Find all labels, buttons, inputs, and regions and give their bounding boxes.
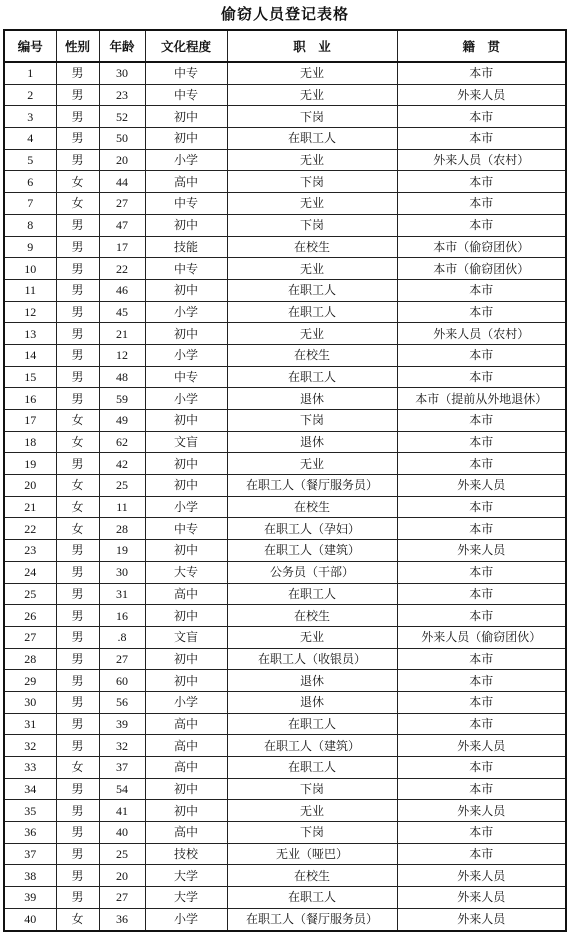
cell-occupation: 无业（哑巴） xyxy=(227,843,397,865)
cell-gender: 男 xyxy=(56,388,99,410)
cell-education: 大学 xyxy=(145,865,227,887)
table-row xyxy=(4,366,566,388)
cell-occupation: 无业 xyxy=(227,453,397,475)
cell-gender: 女 xyxy=(56,171,99,193)
cell-origin: 本市 xyxy=(397,301,566,323)
cell-gender: 男 xyxy=(56,323,99,345)
header-number: 编号 xyxy=(4,30,56,62)
cell-gender: 男 xyxy=(56,800,99,822)
cell-number: 9 xyxy=(4,236,56,258)
cell-education: 小学 xyxy=(145,691,227,713)
cell-age: 60 xyxy=(99,670,145,692)
table-row xyxy=(4,735,566,757)
cell-education: 中专 xyxy=(145,84,227,106)
table-row xyxy=(4,388,566,410)
cell-occupation: 下岗 xyxy=(227,106,397,128)
cell-occupation: 下岗 xyxy=(227,778,397,800)
cell-education: 初中 xyxy=(145,648,227,670)
cell-origin: 本市 xyxy=(397,453,566,475)
cell-occupation: 在校生 xyxy=(227,236,397,258)
cell-education: 小学 xyxy=(145,344,227,366)
header-gender: 性别 xyxy=(56,30,99,62)
table-row xyxy=(4,778,566,800)
cell-number: 20 xyxy=(4,475,56,497)
cell-occupation: 退休 xyxy=(227,670,397,692)
cell-number: 37 xyxy=(4,843,56,865)
cell-gender: 男 xyxy=(56,626,99,648)
cell-origin: 本市 xyxy=(397,713,566,735)
cell-origin: 本市（偷窃团伙） xyxy=(397,236,566,258)
cell-origin: 本市 xyxy=(397,62,566,84)
cell-occupation: 下岗 xyxy=(227,822,397,844)
table-row xyxy=(4,648,566,670)
table-row xyxy=(4,757,566,779)
cell-age: 22 xyxy=(99,258,145,280)
registration-table xyxy=(3,29,567,932)
cell-education: 高中 xyxy=(145,822,227,844)
table-row xyxy=(4,496,566,518)
cell-number: 28 xyxy=(4,648,56,670)
cell-origin: 本市 xyxy=(397,128,566,150)
table-row xyxy=(4,583,566,605)
cell-gender: 男 xyxy=(56,865,99,887)
cell-age: 25 xyxy=(99,843,145,865)
cell-age: 46 xyxy=(99,279,145,301)
cell-education: 高中 xyxy=(145,757,227,779)
table-row xyxy=(4,887,566,909)
cell-origin: 本市 xyxy=(397,279,566,301)
cell-number: 5 xyxy=(4,149,56,171)
cell-occupation: 无业 xyxy=(227,800,397,822)
cell-origin: 本市 xyxy=(397,410,566,432)
table-row xyxy=(4,171,566,193)
cell-number: 24 xyxy=(4,561,56,583)
cell-occupation: 无业 xyxy=(227,258,397,280)
cell-number: 15 xyxy=(4,366,56,388)
table-row xyxy=(4,301,566,323)
header-origin: 籍 贯 xyxy=(397,30,566,62)
cell-education: 文盲 xyxy=(145,431,227,453)
cell-age: 21 xyxy=(99,323,145,345)
cell-education: 初中 xyxy=(145,778,227,800)
cell-gender: 男 xyxy=(56,561,99,583)
cell-origin: 本市（偷窃团伙） xyxy=(397,258,566,280)
cell-occupation: 在职工人（建筑） xyxy=(227,540,397,562)
cell-age: 23 xyxy=(99,84,145,106)
cell-gender: 女 xyxy=(56,193,99,215)
cell-age: 37 xyxy=(99,757,145,779)
cell-age: 28 xyxy=(99,518,145,540)
cell-origin: 本市 xyxy=(397,670,566,692)
cell-number: 7 xyxy=(4,193,56,215)
cell-occupation: 在职工人（建筑） xyxy=(227,735,397,757)
cell-origin: 本市 xyxy=(397,605,566,627)
cell-age: 45 xyxy=(99,301,145,323)
cell-number: 6 xyxy=(4,171,56,193)
cell-number: 38 xyxy=(4,865,56,887)
cell-occupation: 在职工人 xyxy=(227,887,397,909)
cell-occupation: 退休 xyxy=(227,691,397,713)
table-row xyxy=(4,84,566,106)
cell-education: 大专 xyxy=(145,561,227,583)
cell-number: 26 xyxy=(4,605,56,627)
cell-occupation: 无业 xyxy=(227,149,397,171)
cell-origin: 本市 xyxy=(397,496,566,518)
cell-occupation: 公务员（干部） xyxy=(227,561,397,583)
cell-number: 17 xyxy=(4,410,56,432)
cell-education: 高中 xyxy=(145,171,227,193)
cell-age: 20 xyxy=(99,149,145,171)
cell-occupation: 下岗 xyxy=(227,214,397,236)
cell-education: 初中 xyxy=(145,540,227,562)
cell-origin: 本市 xyxy=(397,431,566,453)
cell-education: 初中 xyxy=(145,214,227,236)
cell-education: 小学 xyxy=(145,908,227,930)
cell-gender: 女 xyxy=(56,475,99,497)
cell-occupation: 在职工人 xyxy=(227,128,397,150)
cell-education: 初中 xyxy=(145,279,227,301)
cell-number: 12 xyxy=(4,301,56,323)
cell-occupation: 在职工人 xyxy=(227,366,397,388)
cell-gender: 女 xyxy=(56,410,99,432)
table-row xyxy=(4,822,566,844)
cell-age: 20 xyxy=(99,865,145,887)
header-age: 年龄 xyxy=(99,30,145,62)
cell-age: 30 xyxy=(99,561,145,583)
cell-age: 50 xyxy=(99,128,145,150)
table-row xyxy=(4,518,566,540)
cell-origin: 本市 xyxy=(397,648,566,670)
cell-occupation: 在职工人 xyxy=(227,713,397,735)
cell-occupation: 在职工人（收银员） xyxy=(227,648,397,670)
cell-age: 12 xyxy=(99,344,145,366)
cell-age: 42 xyxy=(99,453,145,475)
cell-origin: 本市 xyxy=(397,757,566,779)
cell-origin: 外来人员（偷窃团伙） xyxy=(397,626,566,648)
cell-origin: 外来人员 xyxy=(397,908,566,930)
table-row xyxy=(4,670,566,692)
cell-occupation: 在职工人 xyxy=(227,757,397,779)
cell-occupation: 在校生 xyxy=(227,605,397,627)
cell-gender: 男 xyxy=(56,453,99,475)
cell-origin: 外来人员 xyxy=(397,887,566,909)
table-row xyxy=(4,410,566,432)
cell-age: 27 xyxy=(99,887,145,909)
cell-occupation: 在校生 xyxy=(227,865,397,887)
cell-origin: 外来人员 xyxy=(397,475,566,497)
cell-age: 47 xyxy=(99,214,145,236)
cell-age: 56 xyxy=(99,691,145,713)
cell-age: 39 xyxy=(99,713,145,735)
cell-education: 初中 xyxy=(145,106,227,128)
table-row xyxy=(4,344,566,366)
header-education: 文化程度 xyxy=(145,30,227,62)
cell-age: 59 xyxy=(99,388,145,410)
cell-gender: 男 xyxy=(56,366,99,388)
cell-education: 小学 xyxy=(145,301,227,323)
cell-gender: 女 xyxy=(56,908,99,930)
cell-gender: 女 xyxy=(56,431,99,453)
cell-occupation: 在职工人（餐厅服务员） xyxy=(227,908,397,930)
cell-gender: 女 xyxy=(56,496,99,518)
cell-gender: 男 xyxy=(56,822,99,844)
cell-gender: 男 xyxy=(56,843,99,865)
cell-gender: 男 xyxy=(56,344,99,366)
cell-occupation: 在校生 xyxy=(227,344,397,366)
cell-gender: 男 xyxy=(56,887,99,909)
cell-age: .8 xyxy=(99,626,145,648)
cell-origin: 本市 xyxy=(397,366,566,388)
table-row xyxy=(4,908,566,930)
cell-age: 17 xyxy=(99,236,145,258)
table-row xyxy=(4,236,566,258)
cell-gender: 男 xyxy=(56,149,99,171)
cell-age: 41 xyxy=(99,800,145,822)
cell-education: 大学 xyxy=(145,887,227,909)
cell-number: 31 xyxy=(4,713,56,735)
cell-occupation: 在职工人 xyxy=(227,301,397,323)
table-row xyxy=(4,475,566,497)
cell-occupation: 在职工人（餐厅服务员） xyxy=(227,475,397,497)
cell-education: 中专 xyxy=(145,62,227,84)
cell-number: 16 xyxy=(4,388,56,410)
cell-number: 21 xyxy=(4,496,56,518)
cell-education: 初中 xyxy=(145,475,227,497)
cell-occupation: 在职工人（孕妇） xyxy=(227,518,397,540)
cell-education: 初中 xyxy=(145,323,227,345)
cell-gender: 男 xyxy=(56,670,99,692)
cell-gender: 男 xyxy=(56,236,99,258)
cell-occupation: 无业 xyxy=(227,84,397,106)
cell-age: 11 xyxy=(99,496,145,518)
cell-origin: 本市 xyxy=(397,193,566,215)
cell-number: 29 xyxy=(4,670,56,692)
cell-number: 13 xyxy=(4,323,56,345)
cell-occupation: 在校生 xyxy=(227,496,397,518)
cell-gender: 男 xyxy=(56,84,99,106)
cell-number: 18 xyxy=(4,431,56,453)
cell-age: 48 xyxy=(99,366,145,388)
cell-education: 文盲 xyxy=(145,626,227,648)
cell-gender: 男 xyxy=(56,106,99,128)
cell-age: 25 xyxy=(99,475,145,497)
cell-number: 1 xyxy=(4,62,56,84)
cell-occupation: 退休 xyxy=(227,388,397,410)
cell-number: 30 xyxy=(4,691,56,713)
cell-education: 初中 xyxy=(145,128,227,150)
cell-number: 33 xyxy=(4,757,56,779)
cell-education: 初中 xyxy=(145,453,227,475)
cell-number: 34 xyxy=(4,778,56,800)
cell-origin: 本市 xyxy=(397,214,566,236)
cell-origin: 本市 xyxy=(397,344,566,366)
table-row xyxy=(4,605,566,627)
cell-number: 25 xyxy=(4,583,56,605)
cell-gender: 男 xyxy=(56,605,99,627)
table-row xyxy=(4,865,566,887)
cell-gender: 男 xyxy=(56,258,99,280)
table-row xyxy=(4,106,566,128)
cell-occupation: 无业 xyxy=(227,323,397,345)
cell-education: 初中 xyxy=(145,800,227,822)
table-row xyxy=(4,626,566,648)
cell-age: 32 xyxy=(99,735,145,757)
cell-gender: 男 xyxy=(56,583,99,605)
table-row xyxy=(4,691,566,713)
cell-education: 小学 xyxy=(145,388,227,410)
cell-origin: 外来人员 xyxy=(397,735,566,757)
cell-number: 40 xyxy=(4,908,56,930)
header-row xyxy=(4,30,566,62)
cell-origin: 本市 xyxy=(397,583,566,605)
cell-education: 高中 xyxy=(145,713,227,735)
cell-age: 54 xyxy=(99,778,145,800)
cell-number: 14 xyxy=(4,344,56,366)
cell-gender: 男 xyxy=(56,301,99,323)
cell-number: 11 xyxy=(4,279,56,301)
cell-gender: 男 xyxy=(56,778,99,800)
cell-origin: 本市 xyxy=(397,691,566,713)
cell-occupation: 无业 xyxy=(227,193,397,215)
cell-gender: 女 xyxy=(56,757,99,779)
cell-gender: 女 xyxy=(56,518,99,540)
cell-gender: 男 xyxy=(56,691,99,713)
table-row xyxy=(4,453,566,475)
cell-number: 35 xyxy=(4,800,56,822)
cell-education: 初中 xyxy=(145,605,227,627)
cell-origin: 本市（提前从外地退休） xyxy=(397,388,566,410)
table-row xyxy=(4,431,566,453)
table-row xyxy=(4,800,566,822)
cell-origin: 本市 xyxy=(397,843,566,865)
table-row xyxy=(4,214,566,236)
cell-gender: 男 xyxy=(56,279,99,301)
table-row xyxy=(4,62,566,84)
cell-age: 36 xyxy=(99,908,145,930)
cell-origin: 外来人员 xyxy=(397,800,566,822)
cell-age: 30 xyxy=(99,62,145,84)
cell-education: 初中 xyxy=(145,670,227,692)
cell-education: 初中 xyxy=(145,410,227,432)
cell-number: 27 xyxy=(4,626,56,648)
cell-age: 62 xyxy=(99,431,145,453)
table-row xyxy=(4,323,566,345)
cell-occupation: 在职工人 xyxy=(227,583,397,605)
cell-gender: 男 xyxy=(56,735,99,757)
cell-education: 中专 xyxy=(145,258,227,280)
cell-age: 49 xyxy=(99,410,145,432)
table-row xyxy=(4,561,566,583)
cell-origin: 本市 xyxy=(397,822,566,844)
cell-gender: 男 xyxy=(56,713,99,735)
table-body xyxy=(4,62,566,931)
cell-gender: 男 xyxy=(56,540,99,562)
cell-education: 小学 xyxy=(145,496,227,518)
cell-education: 高中 xyxy=(145,583,227,605)
cell-age: 52 xyxy=(99,106,145,128)
cell-education: 技能 xyxy=(145,236,227,258)
cell-number: 8 xyxy=(4,214,56,236)
cell-number: 36 xyxy=(4,822,56,844)
cell-occupation: 退休 xyxy=(227,431,397,453)
header-occupation: 职 业 xyxy=(227,30,397,62)
cell-education: 中专 xyxy=(145,366,227,388)
cell-number: 39 xyxy=(4,887,56,909)
cell-education: 技校 xyxy=(145,843,227,865)
table-header xyxy=(4,30,566,62)
cell-age: 27 xyxy=(99,193,145,215)
table-row xyxy=(4,258,566,280)
table-row xyxy=(4,540,566,562)
table-row xyxy=(4,279,566,301)
cell-education: 高中 xyxy=(145,735,227,757)
cell-education: 小学 xyxy=(145,149,227,171)
table-row xyxy=(4,128,566,150)
cell-gender: 男 xyxy=(56,648,99,670)
table-row xyxy=(4,193,566,215)
cell-number: 3 xyxy=(4,106,56,128)
cell-age: 44 xyxy=(99,171,145,193)
table-row xyxy=(4,713,566,735)
cell-origin: 外来人员 xyxy=(397,84,566,106)
cell-occupation: 在职工人 xyxy=(227,279,397,301)
cell-gender: 男 xyxy=(56,214,99,236)
cell-origin: 本市 xyxy=(397,518,566,540)
cell-number: 19 xyxy=(4,453,56,475)
cell-gender: 男 xyxy=(56,128,99,150)
cell-number: 23 xyxy=(4,540,56,562)
cell-origin: 本市 xyxy=(397,171,566,193)
cell-number: 32 xyxy=(4,735,56,757)
cell-occupation: 无业 xyxy=(227,626,397,648)
cell-age: 40 xyxy=(99,822,145,844)
cell-origin: 本市 xyxy=(397,106,566,128)
table-row xyxy=(4,149,566,171)
cell-occupation: 下岗 xyxy=(227,171,397,193)
cell-education: 中专 xyxy=(145,193,227,215)
table-row xyxy=(4,843,566,865)
cell-age: 27 xyxy=(99,648,145,670)
cell-origin: 外来人员（农村） xyxy=(397,323,566,345)
cell-occupation: 无业 xyxy=(227,62,397,84)
cell-education: 中专 xyxy=(145,518,227,540)
cell-origin: 本市 xyxy=(397,561,566,583)
cell-origin: 外来人员 xyxy=(397,540,566,562)
cell-occupation: 下岗 xyxy=(227,410,397,432)
cell-origin: 外来人员 xyxy=(397,865,566,887)
cell-origin: 外来人员（农村） xyxy=(397,149,566,171)
cell-gender: 男 xyxy=(56,62,99,84)
cell-origin: 本市 xyxy=(397,778,566,800)
cell-age: 19 xyxy=(99,540,145,562)
document-title: 偷窃人员登记表格 xyxy=(220,5,349,23)
cell-age: 31 xyxy=(99,583,145,605)
cell-number: 2 xyxy=(4,84,56,106)
cell-number: 10 xyxy=(4,258,56,280)
cell-number: 4 xyxy=(4,128,56,150)
cell-age: 16 xyxy=(99,605,145,627)
cell-number: 22 xyxy=(4,518,56,540)
